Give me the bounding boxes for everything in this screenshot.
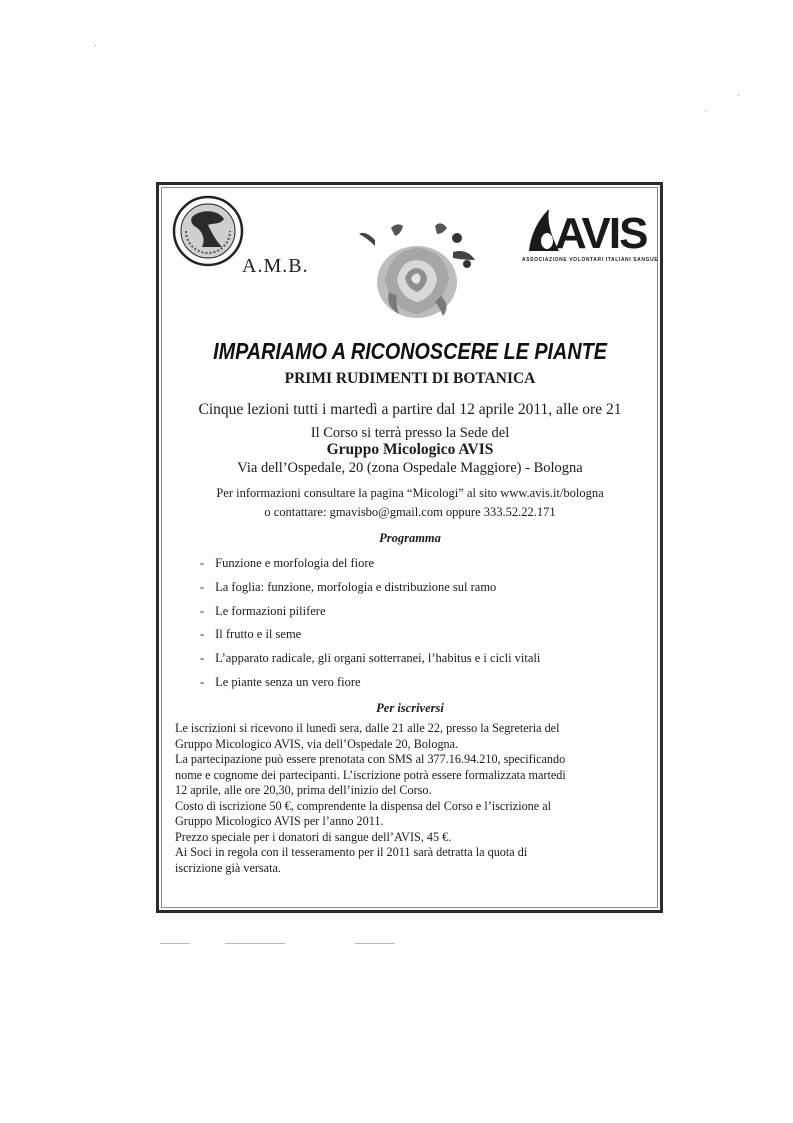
registration-line: iscrizione già versata. bbox=[175, 860, 281, 875]
scan-speck bbox=[738, 95, 739, 96]
svg-text:AVIS: AVIS bbox=[555, 209, 647, 253]
rose-illustration bbox=[355, 220, 480, 325]
registration-line: Gruppo Micologico AVIS per l’anno 2011. bbox=[175, 814, 384, 828]
scan-artifact-line bbox=[160, 943, 190, 944]
contact-info-line-2: o contattare: gmavisbo@gmail.com oppure 333.52.22.171 bbox=[264, 505, 556, 519]
registration-line: Ai Soci in regola con il tesseramento per il 2011 sarà detratta la quota di bbox=[175, 845, 528, 859]
amb-logo-text: A.M.B. bbox=[242, 255, 309, 277]
registration-line: Prezzo speciale per i donatori di sangue dell’AVIS, 45 €. bbox=[175, 829, 452, 844]
program-heading: Programma bbox=[379, 531, 441, 545]
scan-speck bbox=[705, 110, 706, 111]
venue-intro: Il Corso si terrà presso la Sede del bbox=[310, 425, 510, 441]
program-item: - L’apparato radicale, gli organi sotterranei, l’habitus e i cicli vitali bbox=[200, 651, 541, 666]
contact-info-line-1: Per informazioni consultare la pagina “Micologi” al sito www.avis.it/bologna bbox=[216, 486, 604, 500]
avis-logo bbox=[525, 205, 657, 253]
registration-text bbox=[175, 721, 645, 876]
registration-line: 12 aprile, alle ore 20,30, prima dell’inizio del Corso. bbox=[175, 783, 432, 797]
amb-seal-logo bbox=[172, 195, 244, 267]
registration-line: Costo di iscrizione 50 €, comprendente la dispensa del Corso e l’iscrizione al bbox=[175, 798, 552, 813]
scan-artifact-line bbox=[355, 943, 395, 944]
poster-subtitle: PRIMI RUDIMENTI DI BOTANICA bbox=[284, 370, 536, 387]
program-list bbox=[200, 556, 540, 699]
program-item: - La foglia: funzione, morfologia e distribuzione sul ramo bbox=[200, 579, 497, 594]
scan-artifact-line bbox=[225, 943, 285, 944]
venue-name: Gruppo Micologico AVIS bbox=[326, 441, 494, 458]
venue-address: Via dell’Ospedale, 20 (zona Ospedale Maggiore) - Bologna bbox=[237, 460, 583, 476]
avis-subtitle: ASSOCIAZIONE VOLONTARI ITALIANI SANGUE bbox=[522, 257, 659, 263]
registration-heading: Per iscriversi bbox=[376, 701, 444, 715]
scan-speck bbox=[95, 45, 96, 46]
program-item: - Funzione e morfologia del fiore bbox=[200, 556, 375, 570]
registration-line: nome e cognome dei partecipanti. L’iscrizione potrà essere formalizzata martedì bbox=[175, 767, 566, 782]
registration-line: La partecipazione può essere prenotata con SMS al 377.16.94.210, specificando bbox=[175, 752, 566, 766]
program-item: - Il frutto e il seme bbox=[200, 627, 302, 642]
registration-line: Le iscrizioni si ricevono il lunedì sera, dalle 21 alle 22, presso la Segreteria del bbox=[175, 721, 560, 735]
program-item: - Le formazioni pilifere bbox=[200, 603, 326, 618]
schedule-text: Cinque lezioni tutti i martedì a partire dal 12 aprile 2011, alle ore 21 bbox=[198, 401, 622, 418]
poster-title: IMPARIAMO A RICONOSCERE LE PIANTE bbox=[213, 338, 607, 364]
registration-line: Gruppo Micologico AVIS, via dell’Ospedale 20, Bologna. bbox=[175, 736, 459, 751]
program-item: - Le piante senza un vero fiore bbox=[200, 674, 361, 689]
